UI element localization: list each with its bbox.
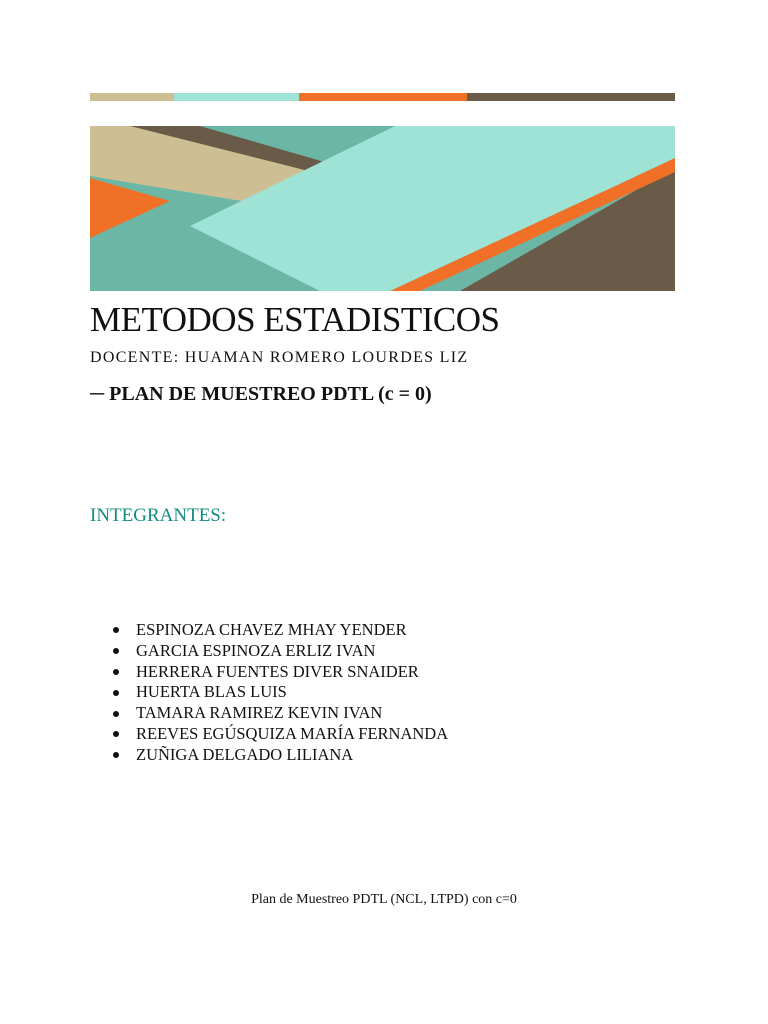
member-name: HUERTA BLAS LUIS (136, 682, 287, 702)
list-item (110, 745, 448, 766)
member-name: GARCIA ESPINOZA ERLIZ IVAN (136, 640, 376, 660)
document-subtitle: ─ PLAN DE MUESTREO PDTL (c = 0) (90, 383, 432, 405)
bullet-icon (113, 669, 119, 675)
member-name: ESPINOZA CHAVEZ MHAY YENDER (136, 620, 407, 639)
list-item (110, 703, 448, 724)
member-name: TAMARA RAMIREZ KEVIN IVAN (136, 703, 383, 723)
bullet-icon (113, 752, 119, 758)
members-heading: INTEGRANTES: (90, 505, 227, 526)
members-list (110, 620, 448, 766)
teacher-line: DOCENTE: HUAMAN ROMERO LOURDES LIZ (90, 349, 469, 366)
member-name: REEVES EGÚSQUIZA MARÍA FERNANDA (136, 723, 449, 743)
decorative-color-strip (90, 93, 675, 101)
bullet-icon (113, 690, 119, 696)
bullet-icon (113, 648, 119, 654)
list-item (110, 662, 448, 683)
strip-segment-brown (467, 93, 675, 101)
list-item (110, 682, 448, 703)
geometric-banner-image (90, 126, 675, 291)
list-item (110, 620, 448, 641)
member-name: HERRERA FUENTES DIVER SNAIDER (136, 661, 419, 681)
list-item (110, 724, 448, 745)
bullet-icon (113, 627, 119, 633)
document-title: METODOS ESTADISTICOS (90, 300, 500, 339)
page-footer: Plan de Muestreo PDTL (NCL, LTPD) con c=0 (251, 892, 517, 907)
strip-segment-tan (90, 93, 174, 101)
strip-segment-mint (174, 93, 299, 101)
bullet-icon (113, 731, 119, 737)
bullet-icon (113, 711, 119, 717)
member-name: ZUÑIGA DELGADO LILIANA (136, 744, 354, 764)
strip-segment-orange (299, 93, 467, 101)
list-item (110, 641, 448, 662)
